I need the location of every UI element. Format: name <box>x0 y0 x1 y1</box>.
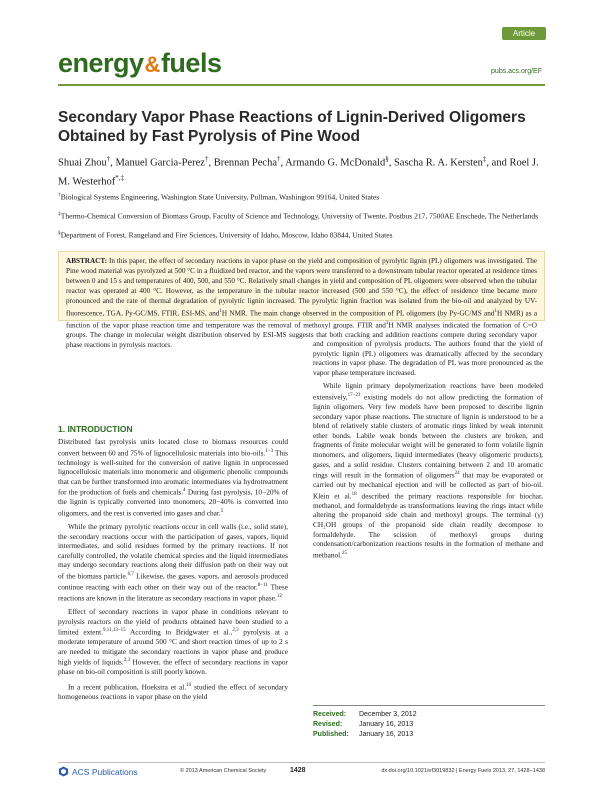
paragraph-text: These reactions are known in the literature as secondary reactions in vapor phase. <box>58 582 288 603</box>
author-affiliation-mark: † <box>204 155 209 163</box>
right-column <box>313 339 543 564</box>
publication-date-value: January 16, 2013 <box>359 721 414 728</box>
publication-date-row <box>313 710 545 720</box>
citation-ref: 6,7 <box>127 571 134 577</box>
citation-ref: 2,3 <box>232 628 239 634</box>
affiliation-text: Biological Systems Engineering, Washington State University, Pullman, Washington 99164, United States <box>60 192 380 202</box>
affiliation-item <box>58 190 545 203</box>
publication-date-row <box>313 730 545 740</box>
paragraph-text: Distributed fast pyrolysis units located close to biomass resources could convert between 60 and 75% of lignocellulosic materials into bio-oils. <box>58 437 288 458</box>
acs-hexagon-icon <box>58 766 69 777</box>
publication-date-label: Received: <box>313 711 347 718</box>
citation-ref: 1−3 <box>265 448 274 454</box>
citation-ref: 5 <box>220 509 224 514</box>
affiliation-mark: † <box>58 192 61 198</box>
citation-ref: 2,3 <box>123 658 130 664</box>
publication-date-value: December 3, 2012 <box>359 711 417 718</box>
paragraph-text: existing models do not allow predicting the formation of lignin oligomers. Very few models have been proposed to describe lignin secondary vapor phase reactions. The structure of lignin is understood to be a blend of relatively stable clusters of aromatic rings linked by weak interunit ether bonds. Labile weak bonds between the clusters are broken, and fragments of finite molecular weight will be generated to form volatile lignin monomers, and oligomers, liquid intermediates (heavy oligomeric products), gases, and a solid residue. Clusters containing between 2 and 10 aromatic rings will result in the formation of oligomers <box>313 392 543 480</box>
abstract-sup-2: 1 <box>494 308 497 314</box>
affiliation-item <box>58 228 545 241</box>
section-heading-introduction: 1. INTRODUCTION <box>58 424 133 434</box>
author-affiliation-mark: *,‡ <box>115 173 125 182</box>
body-paragraph <box>58 681 288 702</box>
logo-word-fuels: fuels <box>160 48 222 78</box>
footer-divider <box>58 762 545 763</box>
citation-ref: 16 <box>186 683 192 689</box>
journal-logo <box>58 50 221 77</box>
author-list: Shuai Zhou†, Manuel Garcia-Perez†, Brennan Pecha†, Armando G. McDonald§, Sascha R. A. Kersten‡, and Roel J. M. Westerhof*,‡ <box>58 155 539 187</box>
author-name: Armando G. McDonald <box>285 157 386 169</box>
citation-ref: 18 <box>351 491 357 497</box>
acs-publications-text: ACS Publications <box>72 766 138 777</box>
author-name: Sascha R. A. Kersten <box>393 157 483 169</box>
paragraph-text: Likewise, the gases, vapors, and aerosols produced continue reacting with each other on their way out of the reactor. <box>58 571 288 592</box>
citation-ref: 24 <box>454 471 460 477</box>
publication-date-value: January 16, 2013 <box>359 731 414 738</box>
paragraph-text: described the primary reactions responsible for biochar, methanol, and formaldehyde as transformations leaving the rings intact while altering the propanoid side chain and methoxyl groups. The terminal (γ) CH₂OH groups of the propanoid side chain readily decompose to formaldehyde. The scission of methoxyl groups during condensation/carbonization reactions results in the formation of methane and methanol. <box>313 491 543 560</box>
paragraph-text: This technology is well-suited for the conversion of native lignin in unprocessed lignocellulosic materials into monomeric and oligomeric phenolic compounds that can be further transformed into aromatic intermediates via hydrotreatment for the production of fuels and chemicals. <box>58 448 289 497</box>
paragraph-text: studied the effect of secondary homogeneous reactions in vapor phase on the yield <box>58 682 288 702</box>
logo-ampersand: & <box>144 52 160 77</box>
paragraph-text: While lignin primary depolymerization reactions have been modeled extensively, <box>313 381 543 402</box>
body-paragraph <box>58 522 288 603</box>
author-name: Brennan Pecha <box>213 157 277 169</box>
abstract <box>58 251 545 350</box>
citation-ref: 9,11,13−15 <box>103 628 126 634</box>
article-type-badge: Article <box>502 27 546 40</box>
abstract-text-3: H NMR) as a function of the vapor phase reaction time and temperature was the removal of methoxyl groups. FTIR and <box>66 308 538 330</box>
author-name: Manuel Garcia-Perez <box>115 157 205 169</box>
affiliation-mark: ‡ <box>58 211 61 217</box>
author-affiliation-mark: § <box>385 155 389 163</box>
left-column <box>58 437 288 706</box>
paragraph-text: According to Bridgwater et al., <box>125 627 233 637</box>
abstract-text-4: H NMR analyses indicated the formation of C=O groups. The change in molecular weight distribution observed by ESI-MS suggests that both cracking and addition reactions compete during secondary vapor phase reactions in pyrolysis reactors. <box>66 321 537 350</box>
paragraph-text: During fast pyrolysis, 10−20% of the lignin is typically converted into monomers, 20−40% is converted into oligomers, and the rest is converted into gases and char. <box>58 487 289 518</box>
journal-url[interactable]: pubs.acs.org/EF <box>491 68 542 75</box>
body-paragraph <box>313 381 543 559</box>
citation-ref: 12 <box>276 594 282 600</box>
affiliations <box>58 190 545 247</box>
paragraph-text: that may be evaporated or carried out by mechanical ejection and will be collected as part of bio-oil. Klein et al. <box>313 470 543 501</box>
publication-date-label: Revised: <box>313 721 343 728</box>
author-affiliation-mark: † <box>277 155 281 163</box>
body-paragraph <box>58 437 288 518</box>
abstract-text-1: In this paper, the effect of secondary reactions in vapor phase on the yield and composition of pyrolytic lignin (PL) oligomers was investigated. The Pine wood material was pyrolyzed at 500 °C in a fluidized bed reactor, and the vapors were transferred to a downstream tubular reactor operated at residence times between 0 and 15 s and temperatures of 400, 500, and 550 °C. Relatively small changes in yield and composition of PL oligomers were observed when the tubular reactor was operated at 400 °C. However, as the temperature in the tubular reactor increased (500 and 550 °C), the effect of residence time became more pronounced and the rate of thermal degradation of pyrolytic lignin increased. The pyrolytic lignin fraction was isolated from the bio-oil and analyzed by UV-fluorescence, TGA, Py-GC/MS, FTIR, ESI-MS, and <box>66 257 537 317</box>
citation-ref: 25 <box>341 550 347 556</box>
author-name: Shuai Zhou <box>58 157 107 169</box>
acs-publications-logo[interactable] <box>58 766 138 777</box>
paragraph-text: pyrolysis at a moderate temperature of around 500 °C and short reaction times of up to 2 s are needed to mitigate the secondary reactions in vapor phase and produce high yields of liquids. <box>58 627 288 667</box>
page-number: 1428 <box>290 767 306 774</box>
body-paragraph <box>58 607 288 677</box>
abstract-text-2: H NMR. The main change observed in the composition of PL oligomers (by Py-GC/MS and <box>221 308 495 317</box>
paragraph-text: While the primary pyrolytic reactions occur in cell walls (i.e., solid state), the secondary reactions occur with the participation of gases, vapors, liquid intermediates, and solid residues formed by the primary reactions. If not carefully controlled, the volatile chemical species and the liquid intermediates may undergo secondary reactions along their diffusion path on their way out of the biomass particle. <box>58 522 288 581</box>
doi-citation[interactable]: dx.doi.org/10.1021/ef3019832 | Energy Fuels 2013, 27, 1428−1438 <box>381 768 545 774</box>
abstract-sup-1: 1 <box>219 308 222 314</box>
author-affiliation-mark: † <box>106 155 111 163</box>
affiliation-text: Department of Forest, Rangeland and Fire Sciences, University of Idaho, Moscow, Idaho 83844, United States <box>60 230 393 240</box>
citation-ref: 8−11 <box>257 583 268 588</box>
paragraph-text: In a recent publication, Hoekstra et al. <box>68 682 187 692</box>
abstract-label: ABSTRACT: <box>66 257 108 265</box>
publication-date-label: Published: <box>313 731 349 738</box>
paragraph-text: However, the effect of secondary reactions in vapor phase on bio-oil composition is still poorly known. <box>58 657 288 677</box>
paragraph-text: and composition of pyrolysis products. The authors found that the yield of pyrolytic lignin (PL) oligomers was dramatically affected by the secondary reactions in vapor phase. The degradation of PL was more pronounced as the vapor phase temperature increased. <box>313 339 543 377</box>
publication-history <box>313 705 545 740</box>
citation-ref: 17−23 <box>347 392 361 398</box>
publication-date-row <box>313 720 545 730</box>
author-name: and Roel J. M. Westerhof <box>58 157 539 187</box>
header-divider <box>58 84 545 86</box>
affiliation-text: Thermo-Chemical Conversion of Biomass Group, Faculty of Science and Technology, University of Twente, Postbus 217, 7500AE Enschede, The Netherlands <box>60 211 539 221</box>
author-affiliation-mark: ‡ <box>482 155 487 163</box>
article-title: Secondary Vapor Phase Reactions of Lignin-Derived Oligomers Obtained by Fast Pyrolysis of Pine Wood <box>58 109 526 145</box>
logo-word-energy: energy <box>58 48 144 78</box>
body-paragraph <box>313 339 543 377</box>
paragraph-text: Effect of secondary reactions in vapor phase in conditions relevant to pyrolysis reactors on the yield of products obtained have been studied to a limited extent. <box>58 607 288 637</box>
copyright: © 2013 American Chemical Society <box>180 768 267 774</box>
abstract-sup-3: 1 <box>385 320 389 326</box>
affiliation-item <box>58 209 545 222</box>
affiliation-mark: § <box>58 230 61 236</box>
citation-ref: 4 <box>183 488 186 494</box>
